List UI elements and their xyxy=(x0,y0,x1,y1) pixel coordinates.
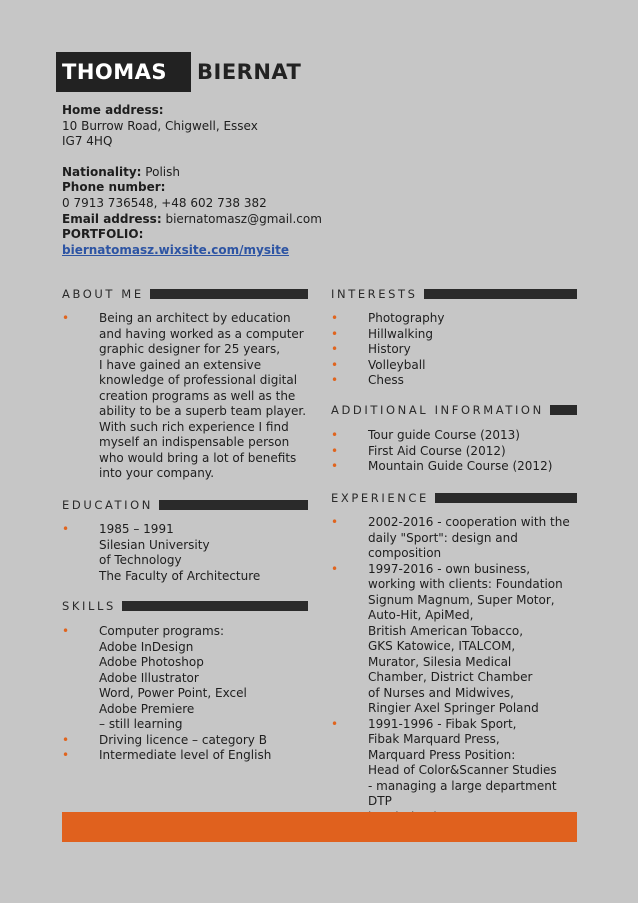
list-item-line: The Faculty of Architecture xyxy=(99,568,261,583)
last-name: BIERNAT xyxy=(197,60,302,84)
list-item-line: Adobe InDesign xyxy=(99,639,194,654)
list-item xyxy=(331,515,581,562)
list-item-line: • Photography xyxy=(368,311,445,325)
list-item-line: • Mountain Guide Course (2012) xyxy=(368,459,553,473)
list-item-line: British American Tobacco, xyxy=(368,623,524,638)
interests-title: INTERESTS xyxy=(331,288,424,300)
list-item-line: into your company. xyxy=(99,466,215,480)
email-value: biernatomasz@gmail.com xyxy=(165,211,322,226)
list-item-line: Adobe Premiere xyxy=(99,701,195,716)
education-title: EDUCATION xyxy=(62,499,159,511)
list-item xyxy=(62,748,312,764)
home-address-label: Home address: xyxy=(62,103,164,117)
list-item-line: ability to be a superb team player. xyxy=(99,404,307,418)
list-item xyxy=(62,311,312,482)
list-item-line: knowledge of professional digital xyxy=(99,373,298,387)
list-item-line: Silesian University xyxy=(99,537,210,552)
list-item-line: • 1985 – 1991 xyxy=(99,522,174,536)
about-title: ABOUT ME xyxy=(62,288,150,300)
list-item-line: Head of Color&Scanner Studies xyxy=(368,763,557,777)
first-name: THOMAS xyxy=(56,52,191,92)
footer-accent-bar xyxy=(62,812,577,842)
additional-heading xyxy=(331,405,577,415)
education-list xyxy=(62,522,312,584)
list-item-line: • Driving licence – category B xyxy=(99,732,267,747)
experience-title: EXPERIENCE xyxy=(331,492,435,504)
list-item-line: graphic designer for 25 years, xyxy=(99,342,281,356)
portfolio-label: PORTFOLIO: xyxy=(62,227,144,242)
list-item-line: • History xyxy=(368,342,411,356)
phone-value: 0 7913 736548, +48 602 738 382 xyxy=(62,195,267,210)
list-item-line: • 2002-2016 - cooperation with the xyxy=(368,515,570,529)
home-address-line2: IG7 4HQ xyxy=(62,134,113,149)
skills-heading xyxy=(62,601,308,611)
experience-list xyxy=(331,515,581,825)
list-item xyxy=(331,459,581,475)
list-item-line: Fibak Marquard Press, xyxy=(368,732,500,746)
list-item-line: I have gained an extensive xyxy=(99,357,262,372)
email-label: Email address: xyxy=(62,211,162,226)
list-item-line: Chamber, District Chamber xyxy=(368,670,533,684)
education-heading xyxy=(62,500,308,510)
phone-label: Phone number: xyxy=(62,180,166,195)
list-item-line: working with clients: Foundation xyxy=(368,577,563,591)
about-list xyxy=(62,311,312,482)
contact-block xyxy=(62,103,362,258)
list-item xyxy=(331,428,581,444)
additional-title: ADDITIONAL INFORMATION xyxy=(331,404,550,416)
list-item-line: – still learning xyxy=(99,717,183,731)
list-item-line: GKS Katowice, ITALCOM, xyxy=(368,639,516,653)
list-item-line: • Volleyball xyxy=(368,357,426,372)
list-item-line: creation programs as well as the xyxy=(99,388,296,403)
skills-list xyxy=(62,624,312,764)
list-item-line: Murator, Silesia Medical xyxy=(368,654,512,669)
list-item-line: of Technology xyxy=(99,553,182,567)
portfolio-link[interactable]: biernatomasz.wixsite.com/mysite xyxy=(62,242,289,257)
list-item xyxy=(331,444,581,460)
list-item xyxy=(331,562,581,717)
experience-heading xyxy=(331,493,577,503)
list-item-line: who would bring a lot of benefits xyxy=(99,450,297,465)
list-item xyxy=(62,522,312,584)
list-item-line: of Nurses and Midwives, xyxy=(368,685,514,700)
list-item-line: • Intermediate level of English xyxy=(99,748,272,762)
list-item xyxy=(331,327,581,343)
list-item-line: Adobe Photoshop xyxy=(99,655,204,669)
list-item xyxy=(62,733,312,749)
list-item-line: Auto-Hit, ApiMed, xyxy=(368,608,474,622)
list-item-line: Ringier Axel Springer Poland xyxy=(368,701,539,715)
list-item-line: • Chess xyxy=(368,373,404,387)
home-address-line1: 10 Burrow Road, Chigwell, Essex xyxy=(62,118,258,133)
list-item-line: • Tour guide Course (2013) xyxy=(368,428,520,442)
skills-title: SKILLS xyxy=(62,600,122,612)
list-item xyxy=(331,311,581,327)
list-item-line: • Computer programs: xyxy=(99,624,224,638)
list-item xyxy=(331,342,581,358)
list-item-line: • Being an architect by education xyxy=(99,311,291,325)
list-item-line: • 1991-1996 - Fibak Sport, xyxy=(368,716,517,731)
list-item-line: • Hillwalking xyxy=(368,326,434,341)
list-item-line: With such rich experience I find xyxy=(99,419,289,434)
interests-list xyxy=(331,311,581,389)
list-item-line: daily "Sport": design and composition xyxy=(368,530,518,560)
list-item-line: and having worked as a computer xyxy=(99,326,304,341)
list-item-line: - managing a large department DTP xyxy=(368,778,557,808)
list-item xyxy=(62,624,312,733)
list-item xyxy=(331,373,581,389)
list-item-line: myself an indispensable person xyxy=(99,435,290,449)
list-item-line: Signum Magnum, Super Motor, xyxy=(368,592,555,607)
about-heading xyxy=(62,289,308,299)
list-item xyxy=(331,358,581,374)
list-item-line: Word, Power Point, Excel xyxy=(99,686,247,700)
additional-list xyxy=(331,428,581,475)
interests-heading xyxy=(331,289,577,299)
list-item xyxy=(331,717,581,826)
list-item-line: • First Aid Course (2012) xyxy=(368,443,506,458)
list-item-line: Adobe Illustrator xyxy=(99,670,199,685)
list-item-line: • 1997-2016 - own business, xyxy=(368,561,531,576)
list-item-line: Marquard Press Position: xyxy=(368,747,516,762)
nationality-value: Polish xyxy=(145,164,180,179)
nationality-label: Nationality: xyxy=(62,164,142,179)
